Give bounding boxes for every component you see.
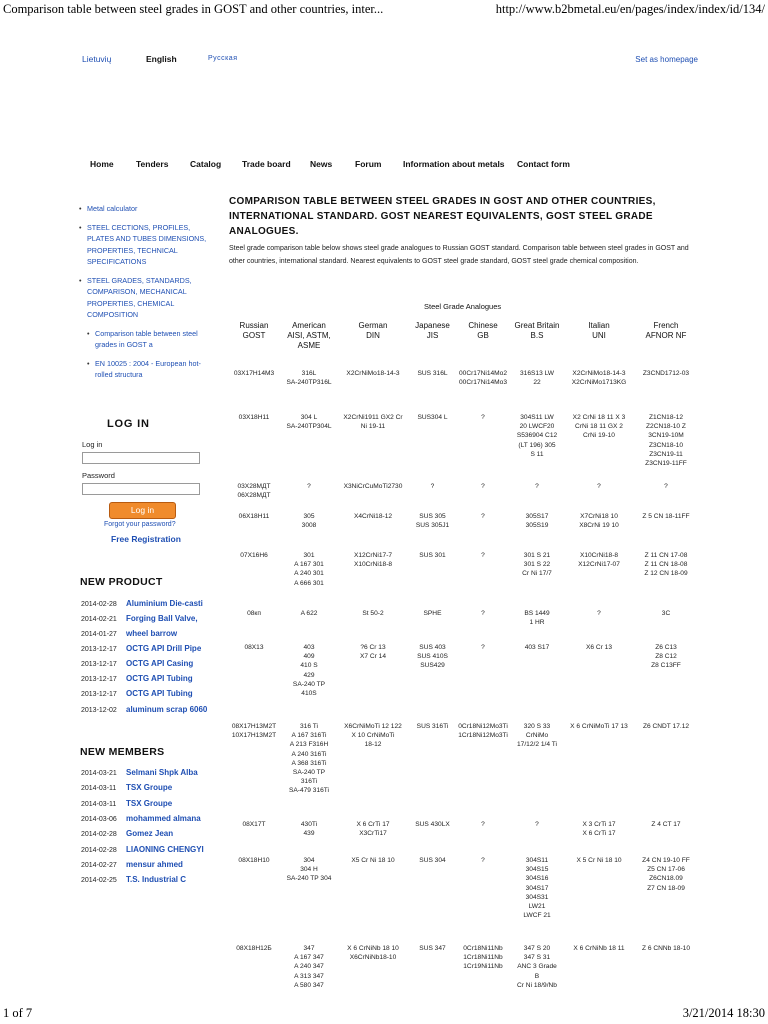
item-date: 2014-03-11 [81,801,117,808]
intro-paragraph: Steel grade comparison table below shows steel grade analogues to Russian GOST standard. Comparison table between steel grades in GOST and other countries, international standard. Nearest equivalents to GOST steel grade standard, GOST steel grade chemical composition. [229,245,689,265]
cell-chinese: ? [481,821,485,828]
cell-japanese: SUS 430LX [415,821,450,828]
cell-american: 305 3008 [301,513,317,530]
product-link[interactable]: OCTG API Casing [126,659,194,668]
cell-japanese: SUS 305 SUS 305J1 [415,513,450,530]
cell-italian: ? [597,483,601,490]
item-date: 2014-02-25 [81,877,117,884]
cell-chinese: ? [481,483,485,490]
cell-italian: X6 Cr 13 [585,644,613,651]
cell-russian-gost: 08Х17Н13М2Т 10X17H13M2T [231,723,277,740]
item-date: 2013-12-17 [81,661,117,668]
item-date: 2013-12-17 [81,646,117,653]
cell-chinese: ? [481,857,485,864]
item-date: 2014-03-06 [81,816,117,823]
nav-tenders[interactable]: Tenders [136,159,169,169]
table-row [228,820,699,856]
login-password-label: Password [82,471,115,480]
cell-german: X2CrNiMo18-14-3 [346,370,400,377]
column-header-german: German DIN [358,321,388,340]
list-item [81,614,198,623]
cell-american: 304 304 H SA-240 TP 304 [286,857,332,883]
sidebar-item-en-10025[interactable]: • EN 10025 : 2004 - European hot-rolled structura [86,358,208,381]
cell-russian-gost: 07Х16Н6 [240,552,268,559]
member-link[interactable]: TSX Groupe [126,783,173,792]
steel-grade-analogues-table [228,321,699,1004]
cell-italian: X 5 Cr Ni 18 10 [576,857,622,864]
item-date: 2014-02-27 [81,862,117,869]
cell-german: St 50-2 [362,610,384,617]
forgot-password-link[interactable]: Forgot your password? [104,521,176,528]
cell-german: X4CrNi18-12 [353,513,393,520]
print-datetime: 3/21/2014 18:30 [682,1006,765,1020]
cell-american: 316 Ti A 167 316Ti A 213 F316H A 240 316Ti A 368 316Ti SA-240 TP 316Ti SA-479 316Ti [288,723,330,795]
cell-great-britain: 403 S17 [524,644,550,651]
cell-chinese: ? [481,644,485,651]
cell-russian-gost: 08X13 [244,644,264,651]
cell-japanese: SPHE [423,610,442,617]
member-link[interactable]: Selmani Shpk Alba [126,768,198,777]
item-date: 2014-02-28 [81,847,117,854]
list-item [81,659,193,668]
cell-american: A 622 [300,610,318,617]
sidebar-item-steel-sections[interactable]: • STEEL CECTIONS, PROFILES, PLATES AND TUBES DIMENSIONS, PROPERTIES, TECHNICAL SPECIFICATIONS [78,222,208,268]
member-link[interactable]: Gomez Jean [126,829,174,838]
cell-french: 3C [661,610,671,617]
cell-japanese: SUS 403 SUS 410S SUS429 [417,644,448,670]
product-link[interactable]: wheel barrow [126,629,178,638]
print-footer [0,1002,768,1024]
login-title: LOG IN [107,418,150,430]
cell-french: Z 11 CN 17-08 Z 11 CN 18-08 Z 12 CN 18-09 [644,552,688,578]
cell-italian: X 6 CrNiMoTi 17 13 [570,723,628,730]
table-row [228,944,699,1004]
cell-american: 316L SA-240TP316L [286,370,332,387]
nav-information-about-metals[interactable]: Information about metals [403,159,505,169]
nav-home[interactable]: Home [90,159,114,169]
list-item [81,674,193,683]
product-link[interactable]: Aluminium Die-casti [126,599,203,608]
cell-russian-gost: 03Х28МДТ 06Х28МДТ [237,483,271,500]
nav-trade-board[interactable]: Trade board [242,159,291,169]
column-header-french: French AFNOR NF [645,321,687,340]
list-item [81,644,201,653]
sidebar-item-comparison-table[interactable]: • Comparison table between steel grades in GOST a [86,328,208,351]
cell-russian-gost: 06X18H11 [238,513,270,520]
table-row [228,512,699,551]
member-link[interactable]: mohammed almana [126,814,201,823]
cell-italian: X2 CrNi 18 11 X 3 CrNi 18 11 GX 2 CrNi 19-10 [572,414,626,440]
cell-russian-gost: 03Х17Н14М3 [233,370,275,377]
cell-italian: X7CrNi18 10 X8CrNi 19 10 [579,513,619,530]
cell-great-britain: ? [535,821,539,828]
cell-great-britain: ? [535,483,539,490]
item-date: 2014-02-28 [81,601,117,608]
cell-french: Z 6 CNNb 18-10 [641,945,690,952]
item-date: 2013-12-17 [81,691,117,698]
login-username-input[interactable] [82,452,200,464]
list-item [81,829,173,838]
cell-chinese: ? [481,414,485,421]
column-header-great-britain: Great Britain B.S [514,321,560,340]
login-password-input[interactable] [82,483,200,495]
item-date: 2014-02-28 [81,831,117,838]
cell-american: 430Ti 439 [300,821,318,838]
product-link[interactable]: OCTG API Drill Pipe [126,644,202,653]
cell-japanese: SUS304 L [417,414,448,421]
cell-russian-gost: 03X18H11 [238,414,270,421]
cell-american: 304 L SA-240TP304L [286,414,332,431]
cell-french: Z6 C13 Z8 C12 Z8 C13FF [651,644,681,670]
cell-chinese: ? [481,610,485,617]
cell-great-britain: 316S13 LW 22 [520,370,554,387]
login-button[interactable]: Log in [109,502,176,519]
cell-american: 403 409 410 S 429 SA-240 TP 410S [292,644,326,698]
cell-american: 347 A 167 347 A 240 347 A 313 347 A 580 347 [294,945,324,989]
set-homepage-link[interactable]: Set as homepage [635,55,698,64]
cell-french: Z1CN18-12 Z2CN18-10 Z 3CN19-10M Z3CN18-10 Z3CN19-11 Z3CN19-11FF [645,414,687,468]
print-page-url: http://www.b2bmetal.eu/en/pages/index/index/id/134/ [495,2,765,16]
cell-italian: X2CrNiMo18-14-3 X2CrNiMo1713KG [571,370,627,387]
list-item [81,768,198,777]
cell-chinese: ? [481,552,485,559]
nav-contact-form[interactable]: Contact form [517,159,570,169]
cell-great-britain: 347 S 20 347 S 31 ANC 3 Grade B Cr Ni 18/9/Nb [517,945,557,989]
cell-german: X 6 CrTi 17 X3CrTi17 [356,821,390,838]
cell-great-britain: 305S17 305S19 [525,513,549,530]
cell-chinese: 0Cr18Ni11Nb 1Cr18Ni11Nb 1Cr19Ni11Nb [463,945,503,971]
member-link[interactable]: mensur ahmed [126,860,183,869]
product-link[interactable]: aluminum scrap 6060 [126,705,208,714]
item-date: 2014-03-21 [81,770,117,777]
table-row [228,551,699,609]
member-link[interactable]: T.S. Industrial C [126,875,187,884]
sidebar-item-metal-calculator[interactable]: • Metal calculator [78,203,208,215]
cell-russian-gost: 08X18H10 [238,857,270,864]
sidebar-item-steel-grades[interactable]: • STEEL GRADES, STANDARDS, COMPARISON, MECHANICAL PROPERTIES, CHEMICAL COMPOSITION [78,275,208,321]
list-item [81,783,172,792]
table-header-row [228,321,699,369]
print-header [0,0,768,18]
cell-german: X3NiCrCuMoTi2730 [343,483,403,490]
list-item [81,599,203,608]
cell-great-britain: 304S11 304S15 304S16 304S17 304S31 LW21 LWCF 21 [523,857,551,920]
cell-japanese: SUS 316L [417,370,448,377]
item-date: 2014-03-11 [81,785,117,792]
cell-italian: X 6 CrNiNb 18 11 [573,945,625,952]
item-date: 2014-02-21 [81,616,117,623]
list-item [81,629,177,638]
column-header-russian: Russian GOST [239,321,269,340]
list-item [81,689,193,698]
cell-german: X6CrNiMoTi 12 122 X 10 CrNiMoTi 18-12 [344,723,402,749]
table-caption: Steel Grade Analogues [424,302,502,311]
table-body [228,369,699,1004]
login-username-label: Log in [82,440,103,449]
language-english-link[interactable]: English [146,54,177,64]
cell-russian-gost: 08кп [247,610,261,617]
cell-russian-gost: 08Х17Т [242,821,266,828]
free-registration-link[interactable]: Free Registration [111,534,181,544]
table-row [228,482,699,512]
page-title: COMPARISON TABLE BETWEEN STEEL GRADES IN GOST AND OTHER COUNTRIES, INTERNATIONAL STANDARD. GOST NEAREST EQUIVALENTS, GOST STEEL GRADE ANALOGUES. [229,196,656,237]
list-item [81,875,186,884]
list-item [81,799,172,808]
cell-german: X5 Cr Ni 18 10 [351,857,395,864]
sidebar-menu [78,203,208,388]
member-link[interactable]: TSX Groupe [126,799,173,808]
language-lithuanian-link[interactable]: Lietuvių [82,54,112,64]
cell-french: Z 4 CT 17 [651,821,681,828]
list-item [81,705,207,714]
cell-great-britain: 320 S 33 CrNiMo 17/12/2 1/4 Ti [517,723,557,749]
column-header-japanese: Japanese JIS [415,321,450,340]
cell-chinese: 0Cr18Ni12Mo3Ti 1Cr18Ni12Mo3Ti [458,723,508,740]
cell-russian-gost: 08Х18Н12Б [236,945,272,952]
table-row [228,369,699,413]
column-header-american: American AISI, ASTM, ASME [287,321,331,350]
cell-french: Z4 CN 19-10 FF Z5 CN 17-06 Z6CN18.09 Z7 CN 18-09 [642,857,690,892]
table-row [228,413,699,482]
item-date: 2014-01-27 [81,631,117,638]
list-item [81,860,183,869]
language-russian-link[interactable]: Русская [208,55,238,62]
nav-catalog[interactable]: Catalog [190,159,222,169]
cell-french: Z3CND1712-03 [642,370,690,377]
list-item [81,845,204,854]
column-header-chinese: Chinese GB [468,321,498,340]
cell-great-britain: 304S11 LW 20 LWCF20 S536904 C12 (LT 196) 305 S 11 [516,414,558,458]
new-members-title: NEW MEMBERS [80,746,165,758]
column-header-italian: Italian UNI [588,321,610,340]
product-link[interactable]: Forging Ball Valve, [126,614,198,623]
cell-chinese: 00Cr17Ni14Mo2 00Cr17Ni14Mo3 [458,370,507,387]
list-item [81,814,201,823]
cell-italian: X10CrNi18-8 X12CrNi17-07 [578,552,620,569]
item-date: 2013-12-02 [81,707,117,714]
table-row [228,722,699,820]
table-row [228,643,699,722]
nav-forum[interactable]: Forum [355,159,382,169]
cell-american: 301 A 167 301 A 240 301 A 666 301 [294,552,324,587]
cell-american: ? [307,483,311,490]
cell-great-britain: 301 S 21 301 S 22 Cr Ni 17/7 [522,552,552,578]
cell-french: Z 5 CN 18-11FF [642,513,690,520]
cell-german: X12CrNi17-7 X10CrNi18-8 [353,552,393,569]
table-row [228,856,699,944]
table-row [228,609,699,643]
cell-italian: X 3 CrTi 17 X 6 CrTi 17 [582,821,616,838]
print-page-title: Comparison table between steel grades in GOST and other countries, inter... [3,2,384,16]
cell-chinese: ? [481,513,485,520]
cell-japanese: SUS 347 [419,945,446,952]
cell-japanese: SUS 301 [419,552,446,559]
cell-german: ?6 Cr 13 X7 Cr 14 [359,644,387,661]
cell-german: X2CrNi1911 GX2 Cr Ni 19-11 [343,414,403,431]
item-date: 2013-12-17 [81,676,117,683]
cell-japanese: ? [430,483,435,490]
product-link[interactable]: OCTG API Tubing [126,674,193,683]
cell-french: ? [664,483,668,490]
cell-german: X 6 CrNiNb 18 10 X6CrNiNb18-10 [347,945,399,962]
product-link[interactable]: OCTG API Tubing [126,689,193,698]
cell-french: Z6 CNDT 17.12 [642,723,690,730]
page-number: 1 of 7 [3,1006,33,1020]
member-link[interactable]: LIAONING CHENGYI [126,845,204,854]
cell-japanese: SUS 316Ti [416,723,449,730]
cell-great-britain: BS 1449 1 HR [524,610,550,627]
new-product-title: NEW PRODUCT [80,576,163,588]
nav-news[interactable]: News [310,159,333,169]
cell-italian: ? [597,610,601,617]
cell-japanese: SUS 304 [419,857,446,864]
